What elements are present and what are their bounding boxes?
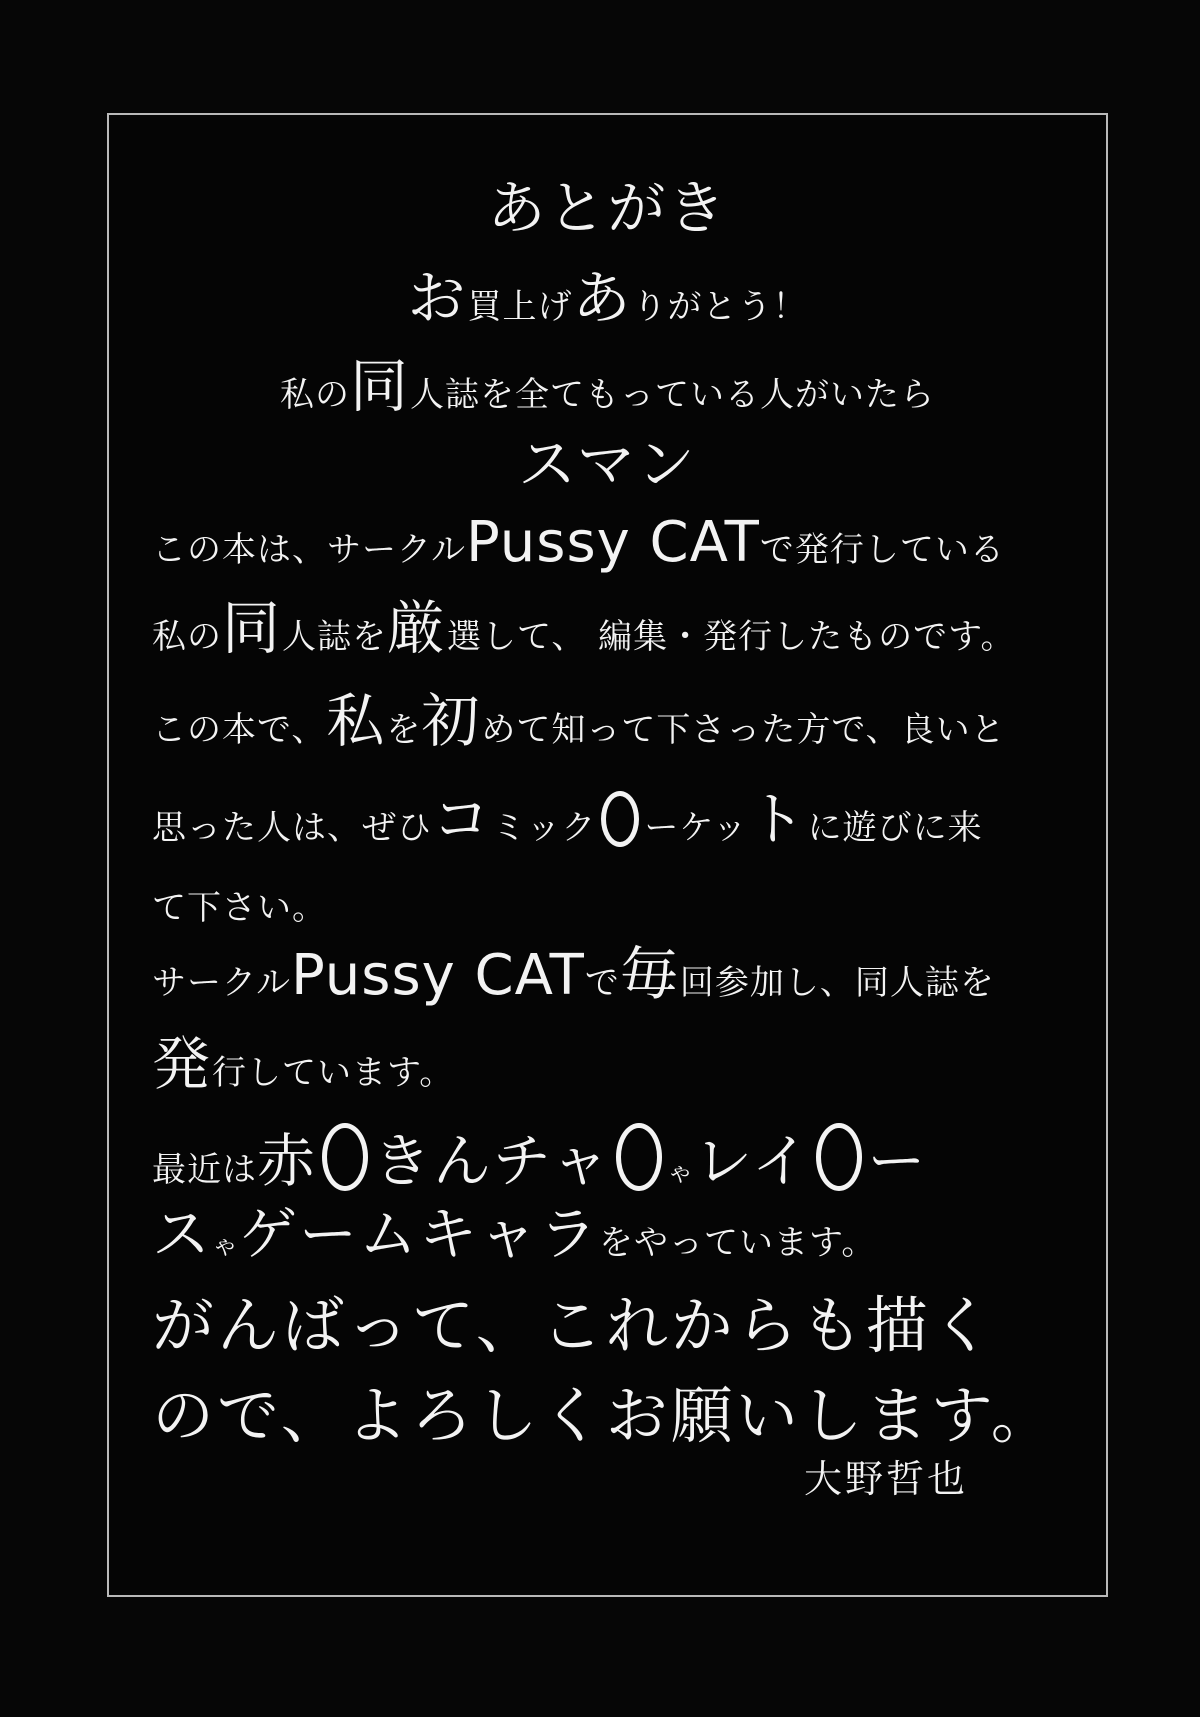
text-segment: ゲームキャラ	[239, 1200, 600, 1268]
text-segment: あとがき	[487, 174, 728, 242]
text-segment: 同	[222, 594, 283, 662]
text-segment: スマン	[518, 430, 697, 498]
reader-invite-line-2	[152, 783, 983, 851]
text-segment: 赤	[257, 1127, 318, 1195]
text-segment: 私の	[279, 375, 350, 415]
text-segment: がんばって、これからも描く	[152, 1289, 996, 1362]
recent-works-line-1	[152, 1113, 927, 1193]
thanks-line	[109, 264, 1106, 332]
text-segment: ス	[152, 1200, 213, 1268]
circle-activity-line-2	[152, 1030, 455, 1098]
text-segment: ゃ	[212, 1231, 240, 1261]
text-segment: 初	[421, 687, 482, 755]
book-origin-line-2	[152, 594, 1016, 662]
closing-line-2	[152, 1379, 1056, 1452]
text-segment: りがとう！	[632, 287, 808, 327]
text-segment: に遊びに来	[807, 808, 983, 848]
sorry-line	[109, 430, 1106, 498]
text-segment: ト	[747, 785, 808, 853]
text-segment: で発行している	[759, 530, 1005, 570]
text-segment: 思った人は、ぜひ	[152, 808, 432, 848]
text-segment: サークル	[152, 963, 291, 1003]
text-segment: 発	[152, 1030, 213, 1098]
text-segment: めて知って下さった方で、良いと	[481, 710, 1006, 750]
author-signature	[804, 1459, 968, 1500]
text-segment: で	[584, 963, 620, 1003]
text-segment: ので、よろしくお願いします。	[152, 1379, 1056, 1452]
censor-circle-icon	[816, 1123, 862, 1191]
page-border-frame	[107, 113, 1108, 1597]
text-segment: この本で、	[152, 710, 327, 750]
text-segment: をやっています。	[599, 1223, 877, 1263]
text-segment: 大野哲也	[803, 1457, 968, 1501]
reader-invite-line-3	[152, 890, 327, 927]
text-segment: ミック	[492, 808, 597, 848]
book-origin-line-1	[152, 510, 1005, 575]
text-segment: きんチャ	[373, 1127, 612, 1195]
page-title	[109, 174, 1106, 242]
text-segment: Pussy CAT	[465, 510, 760, 575]
text-segment: コ	[432, 785, 493, 853]
text-segment: 私	[326, 687, 387, 755]
text-segment: て下さい。	[152, 888, 327, 928]
censor-circle-icon	[322, 1123, 368, 1191]
text-segment: この本は、サークル	[152, 530, 466, 570]
text-segment: 私の	[152, 617, 222, 657]
text-segment: 買上げ	[467, 287, 573, 327]
text-segment: Pussy CAT	[290, 943, 585, 1008]
text-segment: あ	[572, 264, 633, 332]
reader-invite-line-1	[152, 687, 1006, 755]
text-segment: 回参加し、同人誌を	[679, 963, 995, 1003]
recent-works-line-2	[152, 1200, 877, 1268]
text-segment: 同	[349, 352, 410, 420]
text-segment: 厳	[387, 594, 448, 662]
censor-circle-icon	[616, 1123, 662, 1191]
text-segment: ゃ	[667, 1158, 695, 1188]
text-segment: レイ	[694, 1127, 812, 1195]
text-segment: を	[386, 710, 422, 750]
intro-line	[109, 352, 1106, 420]
text-segment: 毎	[619, 940, 680, 1008]
text-segment: 最近は	[152, 1150, 257, 1190]
censor-circle-icon	[601, 791, 639, 847]
text-segment: 人誌を全てもっている人がいたら	[410, 375, 935, 415]
text-segment: ーケッ	[644, 808, 748, 848]
text-segment: お	[407, 264, 468, 332]
text-segment: 行しています。	[212, 1053, 455, 1093]
text-segment: ー	[867, 1127, 928, 1195]
circle-activity-line-1	[152, 940, 995, 1008]
closing-line-1	[152, 1289, 996, 1362]
text-segment: 選して、 編集・発行したものです。	[447, 617, 1016, 657]
text-segment: 人誌を	[282, 617, 388, 657]
